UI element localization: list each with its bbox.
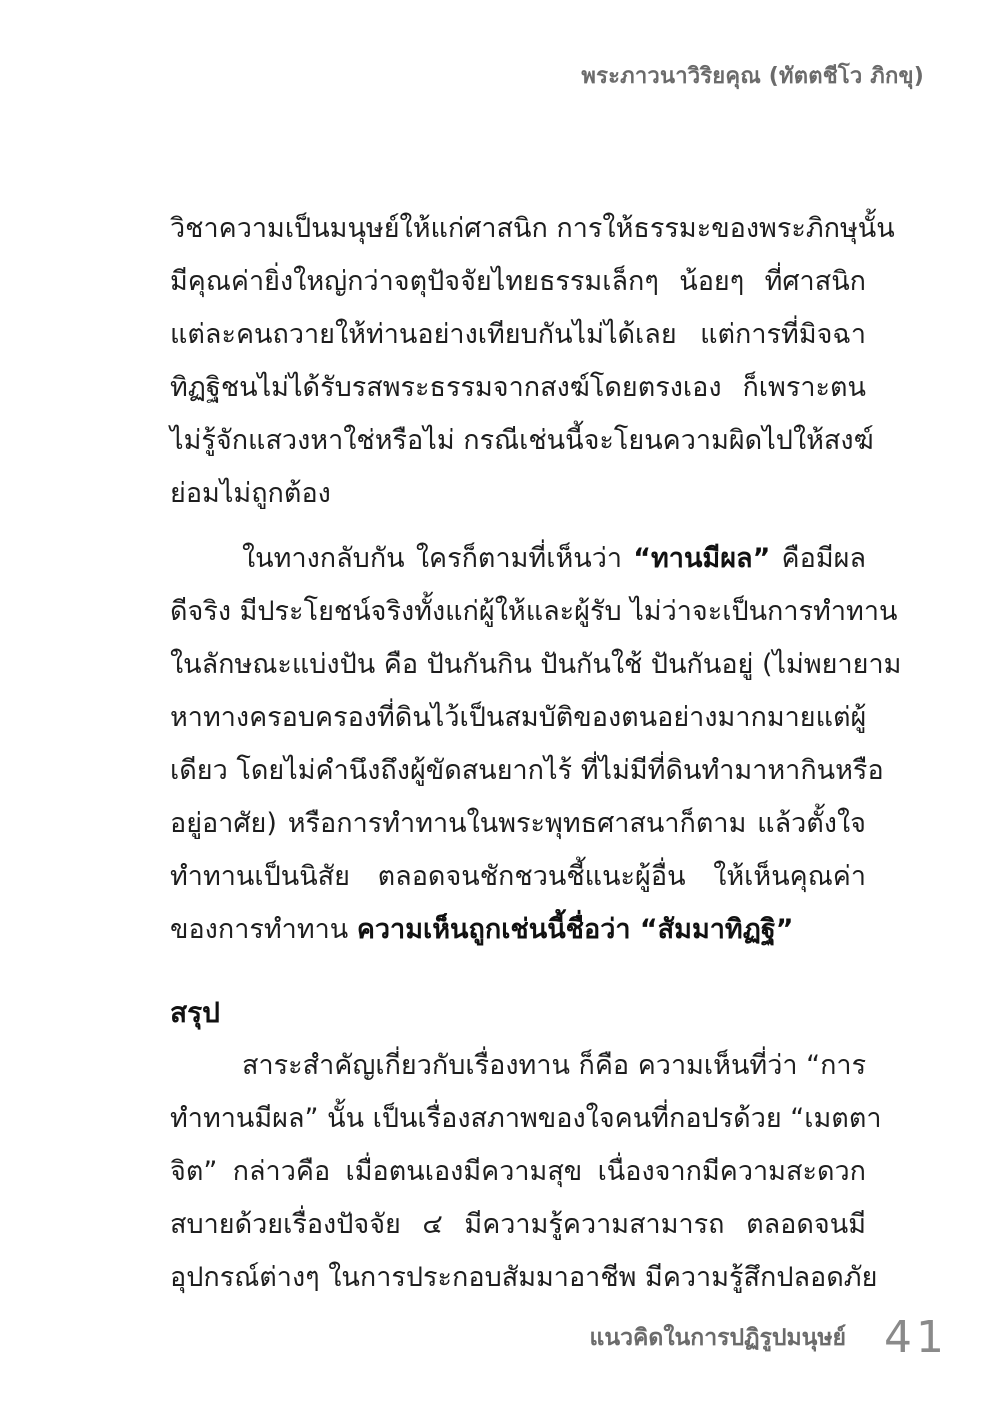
body-line: วิชาความเป็นมนุษย์ให้แก่ศาสนิก การให้ธรรมะของพระภิกษุนั้น [170, 213, 895, 244]
paragraph-2 [170, 532, 902, 956]
text-run: คือมีผล [770, 543, 866, 574]
body-line: ทำทานมีผล” นั้น เป็นเรื่องสภาพของใจคนที่กอปรด้วย “เมตตา [170, 1103, 882, 1134]
body-line: เดียว โดยไม่คำนึงถึงผู้ขัดสนยากไร้ ที่ไม่มีที่ดินทำมาหากินหรือ [170, 755, 884, 786]
body-line: ดีจริง มีประโยชน์จริงทั้งแก่ผู้ให้และผู้รับ ไม่ว่าจะเป็นการทำทาน [170, 596, 898, 627]
body-line: ในลักษณะแบ่งปัน คือ ปันกันกิน ปันกันใช้ ปันกันอยู่ (ไม่พยายาม [170, 649, 902, 680]
body-line: อยู่อาศัย) หรือการทำทานในพระพุทธศาสนาก็ตาม แล้วตั้งใจ [170, 808, 866, 839]
running-head: พระภาวนาวิริยคุณ (ทัตตชีโว ภิกขุ) [581, 64, 924, 89]
body-line: ไม่รู้จักแสวงหาใช่หรือไม่ กรณีเช่นนี้จะโยนความผิดไปให้สงฆ์ [170, 425, 874, 456]
body-line-first [170, 532, 866, 585]
page-number: 41 [884, 1312, 948, 1363]
body-line: สบายด้วยเรื่องปัจจัย ๔ มีความรู้ความสามารถ ตลอดจนมี [170, 1209, 866, 1240]
emphasis-giving-has-fruit: “ทานมีผล” [633, 543, 771, 574]
body-line: ทิฏฐิชนไม่ได้รับรสพระธรรมจากสงฆ์โดยตรงเอง ก็เพราะตน [170, 372, 866, 403]
body-line: แต่ละคนถวายให้ท่านอย่างเทียบกันไม่ได้เลย แต่การที่มิจฉา [170, 319, 866, 350]
body-line: มีคุณค่ายิ่งใหญ่กว่าจตุปัจจัยไทยธรรมเล็กๆ น้อยๆ ที่ศาสนิก [170, 266, 866, 297]
body-line: ย่อมไม่ถูกต้อง [170, 478, 331, 509]
text-run: ของการทำทาน [170, 914, 357, 945]
body-line: หาทางครอบครองที่ดินไว้เป็นสมบัติของตนอย่างมากมายแต่ผู้ [170, 702, 867, 733]
paragraph-1 [170, 202, 895, 520]
paragraph-3 [170, 1039, 882, 1304]
body-line: สาระสำคัญเกี่ยวกับเรื่องทาน ก็คือ ความเห็นที่ว่า “การ [242, 1050, 867, 1081]
body-line-last [170, 903, 866, 956]
body-line: จิต” กล่าวคือ เมื่อตนเองมีความสุข เนื่องจากมีความสะดวก [170, 1156, 866, 1187]
page-footer [589, 1312, 948, 1363]
page-body [170, 202, 902, 1304]
section-heading: สรุป [170, 996, 220, 1029]
body-line: อุปกรณ์ต่างๆ ในการประกอบสัมมาอาชีพ มีความรู้สึกปลอดภัย [170, 1262, 878, 1293]
emphasis-right-view: ความเห็นถูกเช่นนี้ชื่อว่า “สัมมาทิฏฐิ” [356, 914, 794, 945]
text-run: ในทางกลับกัน ใครก็ตามที่เห็นว่า [242, 543, 634, 574]
book-title: แนวคิดในการปฏิรูปมนุษย์ [589, 1325, 846, 1351]
body-line: ทำทานเป็นนิสัย ตลอดจนชักชวนชี้แนะผู้อื่น ให้เห็นคุณค่า [170, 861, 866, 892]
